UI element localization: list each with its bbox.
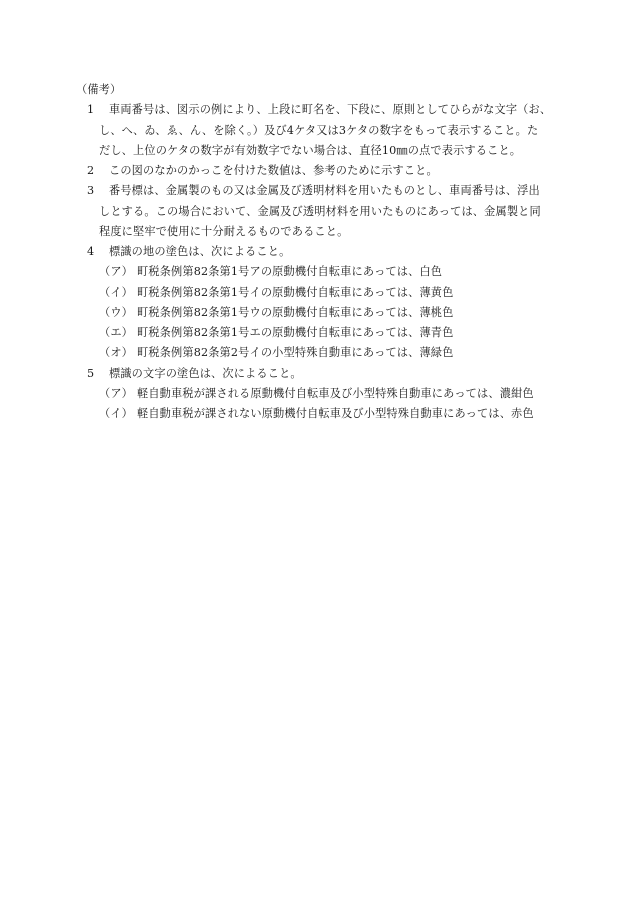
note-5-line-1 <box>87 365 302 382</box>
item-text: 軽自動車税が課されない原動機付自転車及び小型特殊自動車にあっては、赤色 <box>137 407 534 420</box>
note-4-item-o <box>99 344 453 361</box>
item-text: 軽自動車税が課される原動機付自転車及び小型特殊自動車にあっては、濃紺色 <box>137 387 534 400</box>
note-4-item-e <box>99 324 453 341</box>
note-3-line-1 <box>87 182 540 199</box>
item-marker: （エ） <box>99 326 134 339</box>
note-5-item-a <box>99 385 534 402</box>
item-text: 町税条例第82条第1号アの原動機付自転車にあっては、白色 <box>137 265 443 278</box>
item-marker: （イ） <box>99 286 134 299</box>
item-text: 町税条例第82条第1号ウの原動機付自転車にあっては、薄桃色 <box>137 306 454 319</box>
note-number: 1 <box>87 103 95 116</box>
note-number: 2 <box>87 164 95 177</box>
note-4-item-u <box>99 304 453 321</box>
note-1-line-1 <box>87 101 551 118</box>
item-marker: （オ） <box>99 346 134 359</box>
note-4-line-1 <box>87 243 290 260</box>
note-1-line-2: し、へ、ゐ、ゑ、ん、を除く。）及び4ケタ又は3ケタの数字をもって表示すること。た <box>99 124 539 137</box>
item-marker: （ウ） <box>99 306 134 319</box>
note-number: 5 <box>87 367 95 380</box>
item-text: 町税条例第82条第1号イの原動機付自転車にあっては、薄黄色 <box>137 286 454 299</box>
note-3-line-3: 程度に堅牢で使用に十分耐えるものであること。 <box>99 225 349 238</box>
note-text: 番号標は、金属製のもの又は金属及び透明材料を用いたものとし、車両番号は、浮出 <box>109 184 540 197</box>
remarks-heading: （備考） <box>76 83 122 96</box>
item-marker: （ア） <box>99 387 134 400</box>
note-2-line-1 <box>87 162 438 179</box>
item-marker: （ア） <box>99 265 134 278</box>
item-text: 町税条例第82条第2号イの小型特殊自動車にあっては、薄緑色 <box>137 346 454 359</box>
note-1-line-3: だし、上位のケタの数字が有効数字でない場合は、直径10㎜の点で表示すること。 <box>99 144 522 157</box>
item-marker: （イ） <box>99 407 134 420</box>
item-text: 町税条例第82条第1号エの原動機付自転車にあっては、薄青色 <box>137 326 454 339</box>
note-number: 3 <box>87 184 95 197</box>
note-text: 車両番号は、図示の例により、上段に町名を、下段に、原則としてひらがな文字（お、 <box>109 103 552 116</box>
note-number: 4 <box>87 245 95 258</box>
note-text: この図のなかのかっこを付けた数値は、参考のために示すこと。 <box>109 164 438 177</box>
note-text: 標識の文字の塗色は、次によること。 <box>109 367 302 380</box>
note-4-item-a <box>99 263 442 280</box>
note-text: 標識の地の塗色は、次によること。 <box>109 245 291 258</box>
note-3-line-2: しとする。この場合において、金属及び透明材料を用いたものにあっては、金属製と同 <box>99 205 541 218</box>
note-5-item-i <box>99 405 534 422</box>
note-4-item-i <box>99 284 453 301</box>
